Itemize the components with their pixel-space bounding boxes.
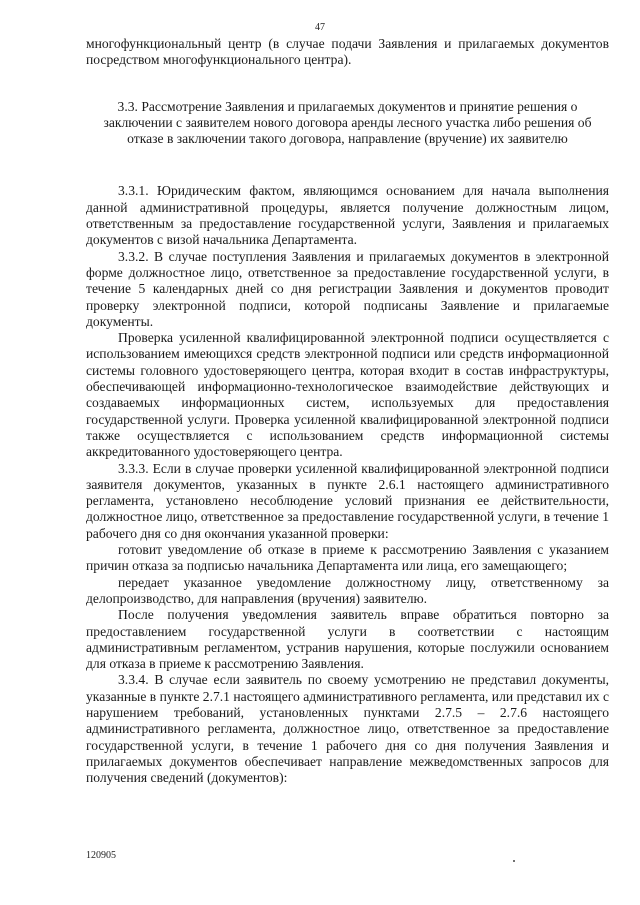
paragraph-3-3-2: 3.3.2. В случае поступления Заявления и прилагаемых документов в электронной форме должностное лицо, ответственное за предоставление государственной услуги, в течение 5 календарных дней со дня регистрации Заявления и документов проводит проверку электронной подписи, которой подписаны Заявление и прилагаемые документы.	[86, 248, 609, 329]
section-heading: 3.3. Рассмотрение Заявления и прилагаемых документов и принятие решения о заключении с заявителем нового договора аренды лесного участка либо решения об отказе в заключении такого договора, направление (вручение) их заявителю	[103, 98, 592, 147]
scan-speck	[513, 860, 515, 862]
paragraph-reapply: После получения уведомления заявитель вправе обратиться повторно за предоставлением государственной услуги в соответствии с настоящим административным регламентом, устранив нарушения, которые послужили основанием для отказа в приеме к рассмотрению Заявления.	[86, 607, 609, 672]
paragraph-3-3-3: 3.3.3. Если в случае проверки усиленной квалифицированной электронной подписи заявителя документов, указанных в пункте 2.6.1 настоящего административного регламента, установлено несоблюдение условий признания ее действительности, должностное лицо, ответственное за предоставление государственной услуги, в течение 1 рабочего дня со дня окончания указанной проверки:	[86, 460, 609, 541]
paragraph-transfer-notice: передает указанное уведомление должностному лицу, ответственному за делопроизводство, для направления (вручения) заявителю.	[86, 574, 609, 606]
intro-paragraph: многофункциональный центр (в случае подачи Заявления и прилагаемых документов посредством многофункционального центра).	[86, 36, 609, 68]
page-number: 47	[315, 22, 325, 33]
paragraph-prepare-notice: готовит уведомление об отказе в приеме к рассмотрению Заявления с указанием причин отказа за подписью начальника Департамента или лица, его замещающего;	[86, 542, 609, 574]
paragraph-signature-verification: Проверка усиленной квалифицированной электронной подписи осуществляется с использованием имеющихся средств электронной подписи или средств информационной системы головного удостоверяющего центра, которая входит в состав инфраструктуры, обеспечивающей информационно-технологическое взаимодействие действующих и создаваемых информационных систем, используемых для предоставления государственной услуги. Проверка усиленной квалифицированной электронной подписи также осуществляется с использованием средств информационной системы аккредитованного удостоверяющего центра.	[86, 330, 609, 460]
paragraph-3-3-1: 3.3.1. Юридическим фактом, являющимся основанием для начала выполнения данной административной процедуры, является получение должностным лицом, ответственным за предоставление государственной услуги, Заявления и прилагаемых документов с визой начальника Департамента.	[86, 183, 609, 248]
document-body	[86, 36, 609, 786]
paragraph-3-3-4: 3.3.4. В случае если заявитель по своему усмотрению не представил документы, указанные в пункте 2.7.1 настоящего административного регламента, или представил их с нарушением требований, установленных пунктами 2.7.5 – 2.7.6 настоящего административного регламента, должностное лицо, ответственное за предоставление государственной услуги, в течение 1 рабочего дня со дня получения Заявления и прилагаемых документов обеспечивает направление межведомственных запросов для получения сведений (документов):	[86, 672, 609, 786]
footer-code: 120905	[86, 850, 116, 861]
